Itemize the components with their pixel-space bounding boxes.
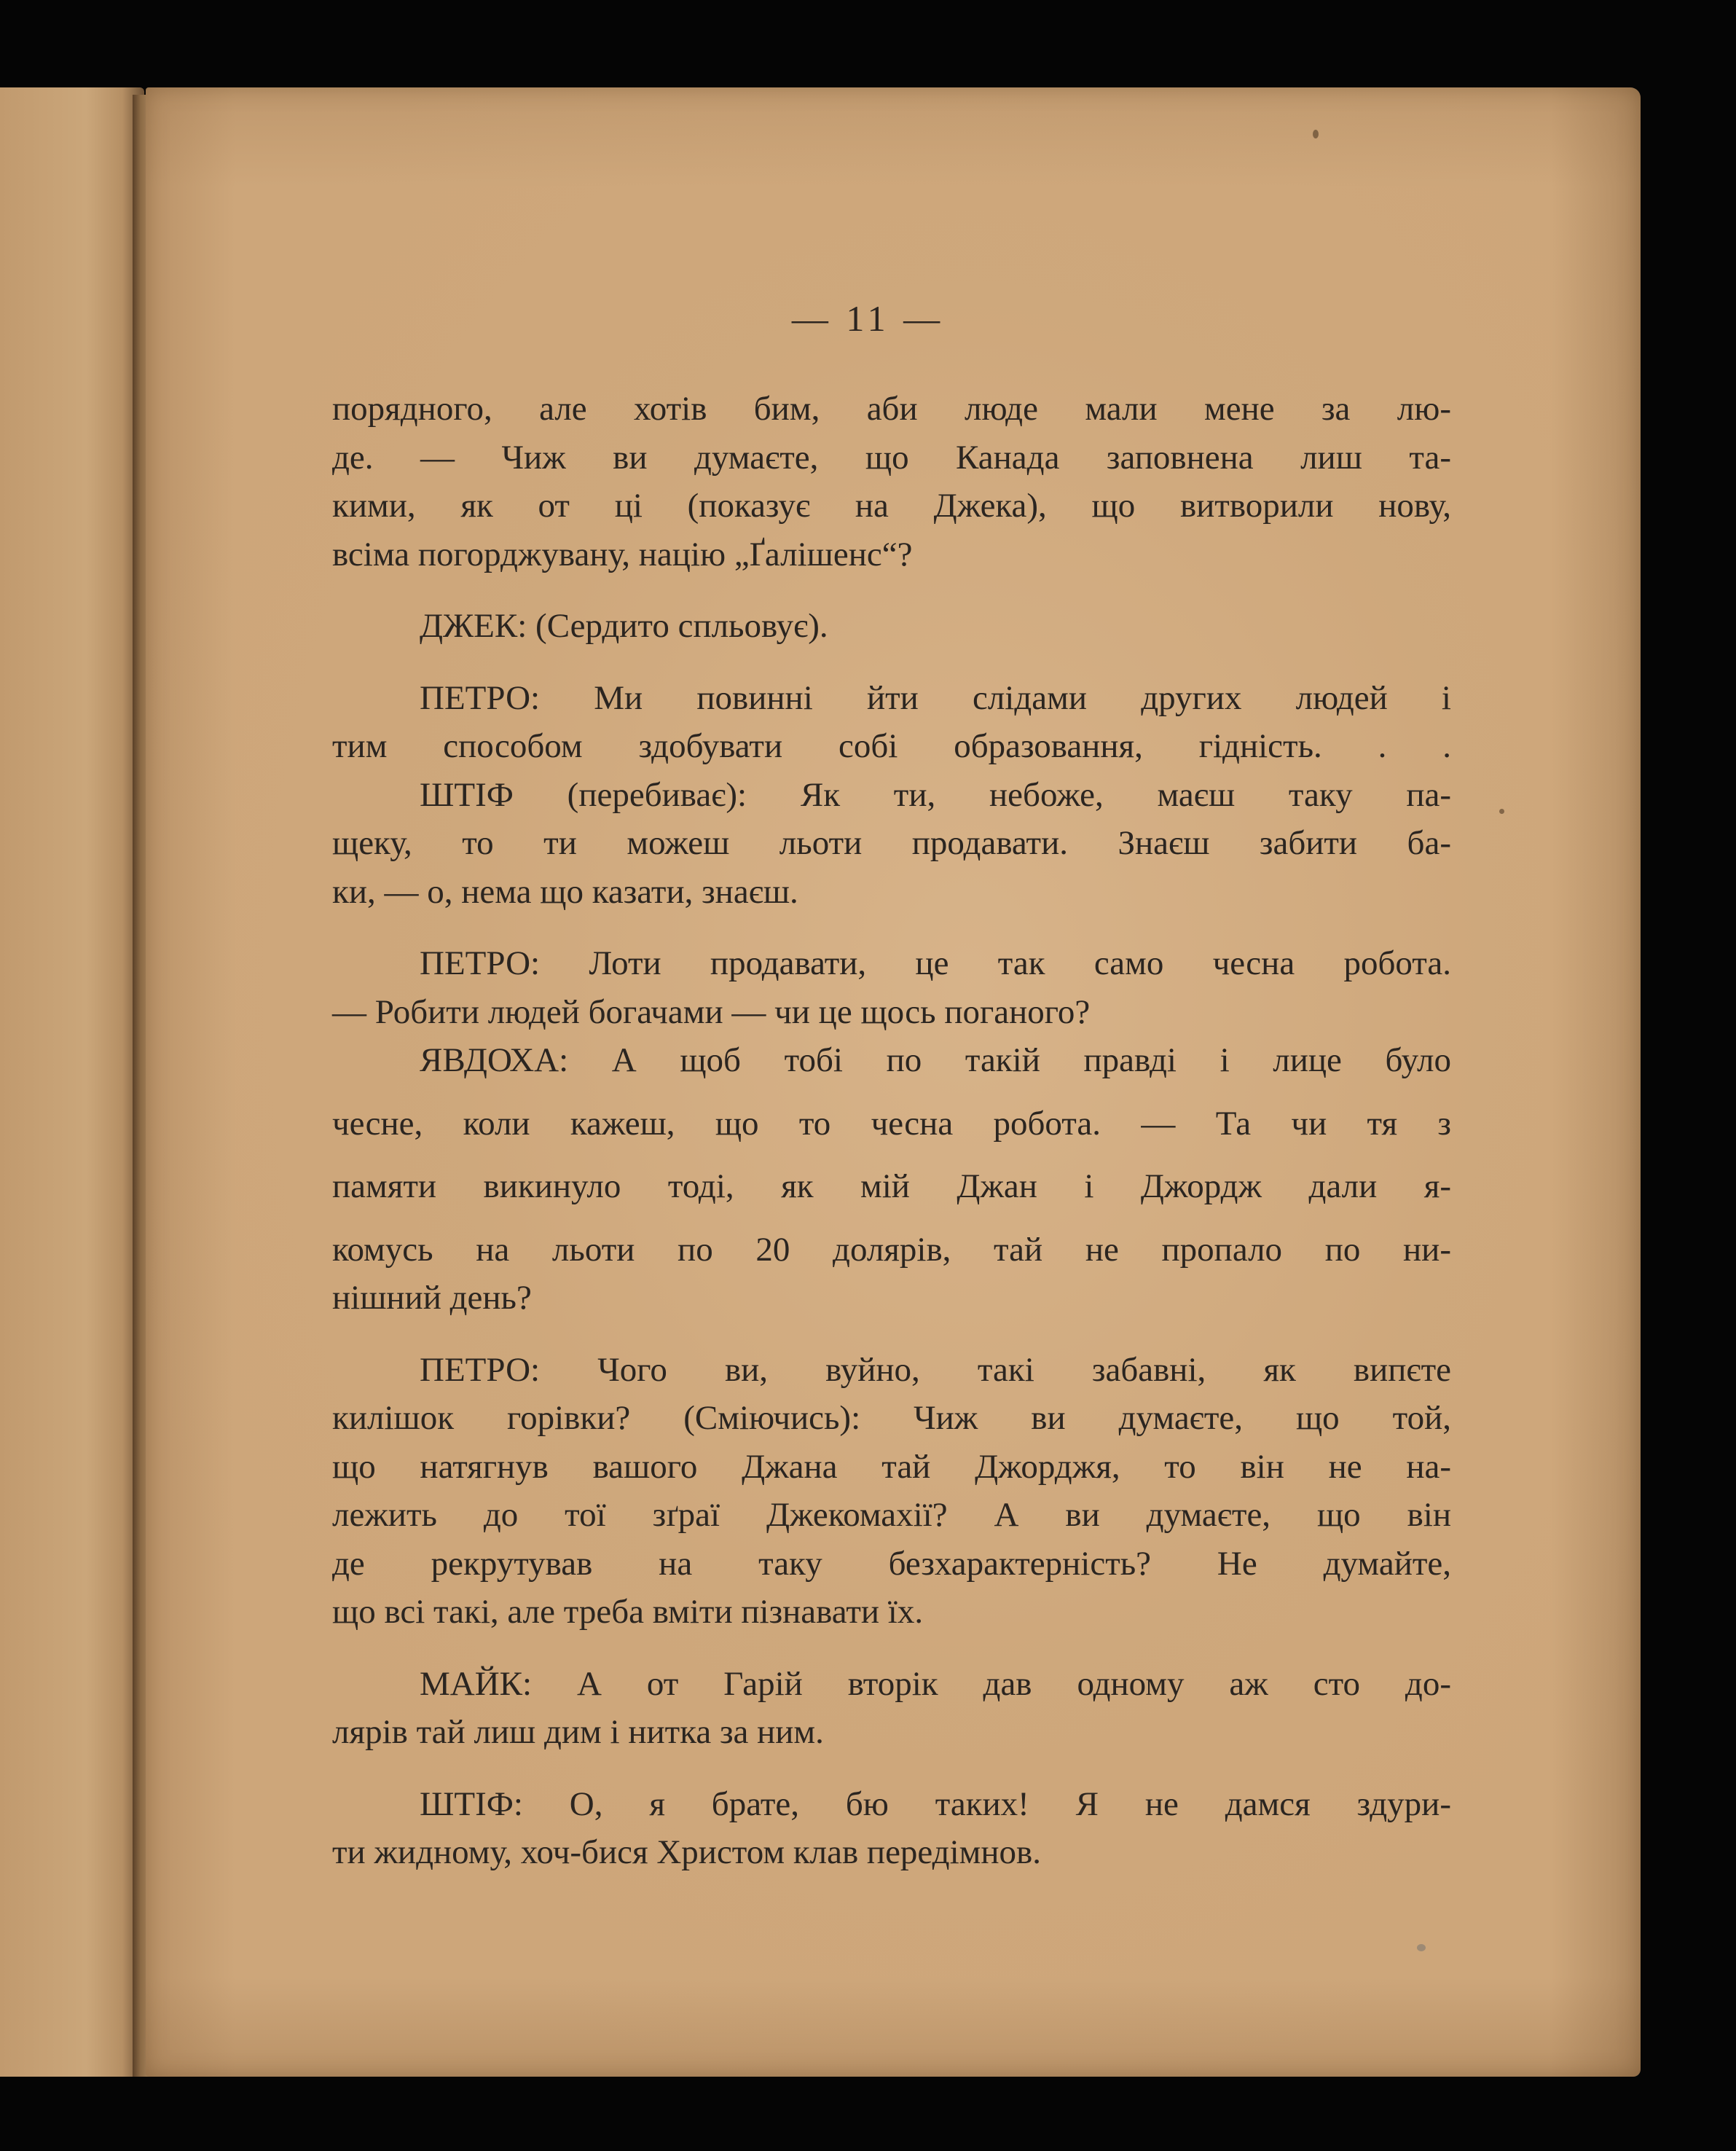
text-line: ки, — о, нема що казати, знаєш. <box>332 872 798 911</box>
text-line: порядного, але хотів бим, аби люде мали мене за лю- <box>332 390 1451 428</box>
text-line: щеку, то ти можеш льоти продавати. Знаєш забити ба- <box>332 824 1451 862</box>
text-line: — Робити людей богачами — чи це щось поганого? <box>332 992 1091 1031</box>
text-line: чесне, коли кажеш, що то чесна робота. — Та чи тя з <box>332 1104 1451 1143</box>
paragraph-gap <box>332 1211 1451 1226</box>
text-line: ти жидному, хоч-бися Христом клав передімнов. <box>332 1833 1041 1871</box>
paragraph-gap <box>332 1148 1451 1162</box>
page-number: — 11 — <box>791 298 945 339</box>
paragraph-gap <box>332 1757 1451 1780</box>
left-page-fragment <box>0 87 144 2077</box>
paragraph-gap <box>332 1085 1451 1100</box>
page-body-text <box>332 385 1451 1877</box>
paragraph-gap <box>332 1637 1451 1660</box>
text-line: килішок горівки? (Сміючись): Чиж ви думаєте, що той, <box>332 1399 1451 1437</box>
text-line: де рекрутував на таку безхарактерність? Не думайте, <box>332 1544 1451 1583</box>
paragraph-gap <box>332 651 1451 674</box>
text-line: ШТІФ (перебиває): Як ти, небоже, маєш таку па- <box>420 775 1451 814</box>
text-line: ШТІФ: О, я брате, бю таких! Я не дамся здури- <box>420 1784 1451 1823</box>
text-line: що всі такі, але треба вміти пізнавати їх. <box>332 1593 924 1631</box>
text-line: кими, як от ці (показує на Джека), що витворили нову, <box>332 487 1451 525</box>
text-line: МАЙК: А от Гарій вторік дав одному аж сто до- <box>420 1664 1451 1703</box>
text-line: лежить до тої зґраї Джекомахії? А ви думаєте, що він <box>332 1496 1451 1534</box>
paper-speck <box>1417 1944 1426 1951</box>
text-line: ПЕТРО: Лоти продавати, це так само чесна робота. <box>420 944 1451 982</box>
text-line: лярів тай лиш дим і нитка за ним. <box>332 1713 824 1751</box>
text-line: де. — Чиж ви думаєте, що Канада заповнена лиш та- <box>332 438 1451 477</box>
text-line: тим способом здобувати собі образовання, гідність. . . <box>332 727 1451 765</box>
text-line: ЯВДОХА: А щоб тобі по такій правді і лице було <box>420 1041 1451 1079</box>
paper-speck <box>1499 809 1504 814</box>
text-line: ПЕТРО: Ми повинні йти слідами других людей і <box>420 678 1451 717</box>
paper-speck <box>1313 130 1319 138</box>
text-line: памяти викинуло тоді, як мій Джан і Джордж дали я- <box>332 1167 1451 1205</box>
text-line: ДЖЕК: (Сердито спльовує). <box>420 607 828 645</box>
paragraph-gap <box>332 916 1451 939</box>
paragraph-gap <box>332 579 1451 602</box>
text-line: всіма погорджувану, націю „Ґалішенс“? <box>332 535 913 573</box>
text-line: що натягнув вашого Джана тай Джорджя, то він не на- <box>332 1447 1451 1486</box>
text-line: комусь на льоти по 20 долярів, тай не пропало по ни- <box>332 1230 1451 1269</box>
paragraph-gap <box>332 1323 1451 1346</box>
text-line: нішний день? <box>332 1279 532 1317</box>
text-line: ПЕТРО: Чого ви, вуйно, такі забавні, як випєте <box>420 1350 1451 1389</box>
